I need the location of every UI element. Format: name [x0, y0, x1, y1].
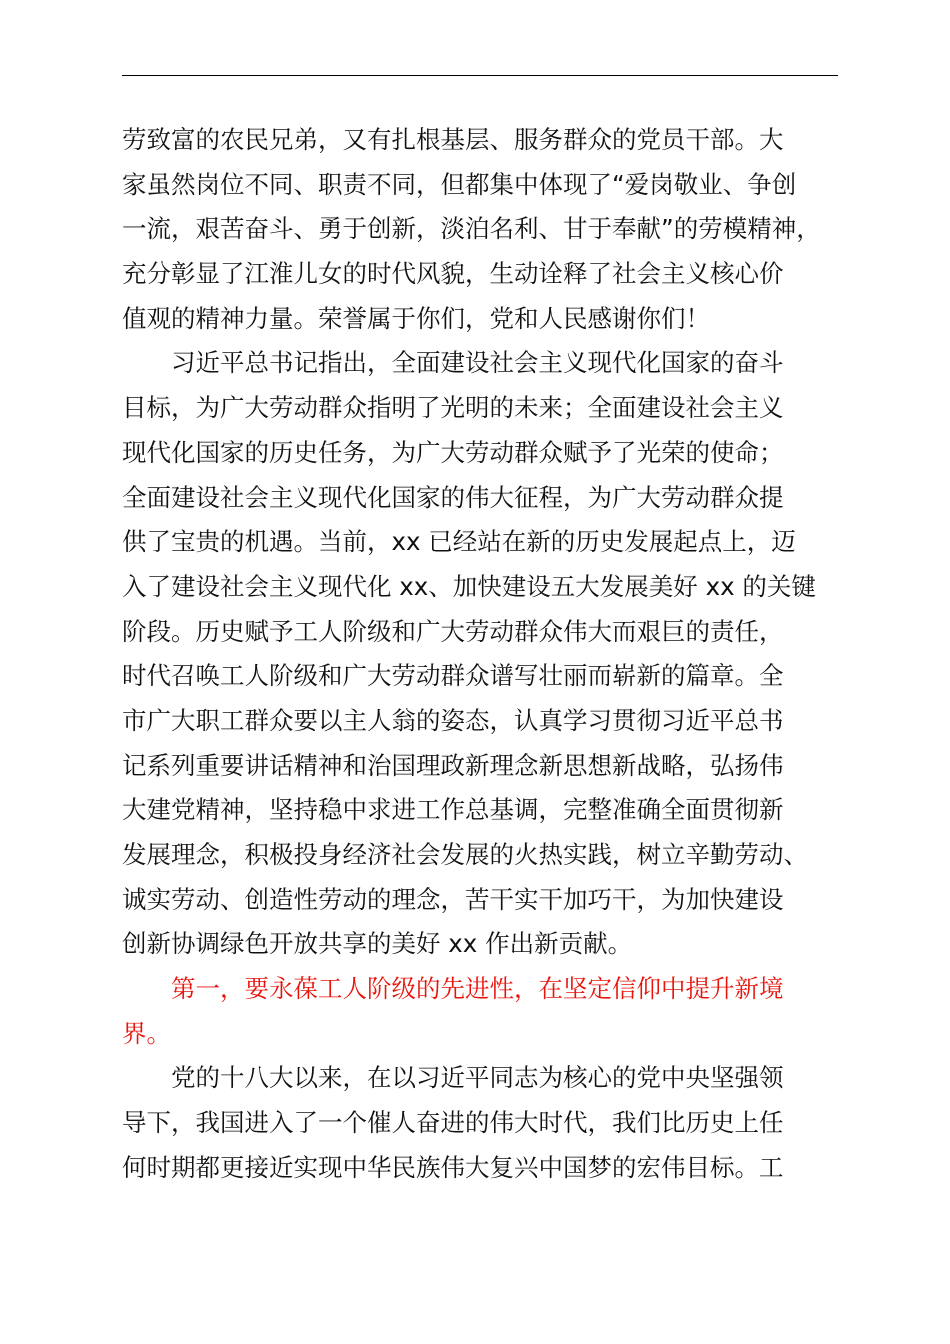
text-line: 阶段。历史赋予工人阶级和广大劳动群众伟大而艰巨的责任，: [122, 616, 784, 646]
text-line: 全面建设社会主义现代化国家的伟大征程，为广大劳动群众提: [122, 482, 784, 512]
document-body: [122, 118, 842, 1191]
header-rule: [122, 75, 838, 76]
text-line: 创新协调绿色开放共享的美好 xx 作出新贡献。: [122, 929, 633, 959]
text-line: 充分彰显了江淮儿女的时代风貌，生动诠释了社会主义核心价: [122, 259, 784, 289]
text-line: 供了宝贵的机遇。当前，xx 已经站在新的历史发展起点上，迈: [122, 527, 796, 557]
text-line: 目标，为广大劳动群众指明了光明的未来；全面建设社会主义: [122, 393, 784, 423]
text-line: 值观的精神力量。荣誉属于你们，党和人民感谢你们！: [122, 303, 710, 333]
text-line: 家虽然岗位不同、职责不同，但都集中体现了“爱岗敬业、争创: [122, 169, 797, 199]
text-line: 大建党精神，坚持稳中求进工作总基调，完整准确全面贯彻新: [122, 795, 784, 825]
text-line: 一流，艰苦奋斗、勇于创新，淡泊名利、甘于奉献”的劳模精神，: [122, 214, 821, 244]
paragraph-start-line: 党的十八大以来，在以习近平同志为核心的党中央坚强领: [171, 1063, 784, 1093]
text-line: 诚实劳动、创造性劳动的理念，苦干实干加巧干，为加快建设: [122, 884, 784, 914]
text-line: 发展理念，积极投身经济社会发展的火热实践，树立辛勤劳动、: [122, 840, 808, 869]
section-heading-line: 第一，要永葆工人阶级的先进性，在坚定信仰中提升新境: [171, 974, 784, 1004]
text-line: 劳致富的农民兄弟，又有扎根基层、服务群众的党员干部。大: [122, 125, 784, 154]
text-line: 导下，我国进入了一个催人奋进的伟大时代，我们比历史上任: [122, 1108, 784, 1138]
text-line: 记系列重要讲话精神和治国理政新理念新思想新战略，弘扬伟: [122, 750, 784, 780]
text-line: 时代召唤工人阶级和广大劳动群众谱写壮丽而崭新的篇章。全: [122, 661, 784, 691]
paragraph-start-line: 习近平总书记指出，全面建设社会主义现代化国家的奋斗: [171, 348, 784, 378]
text-line: 现代化国家的历史任务，为广大劳动群众赋予了光荣的使命；: [122, 437, 784, 467]
section-heading-line: 界。: [122, 1018, 171, 1048]
text-line: 市广大职工群众要以主人翁的姿态，认真学习贯彻习近平总书: [122, 705, 784, 735]
text-line: 入了建设社会主义现代化 xx、加快建设五大发展美好 xx 的关键: [122, 571, 816, 601]
text-line: 何时期都更接近实现中华民族伟大复兴中国梦的宏伟目标。工: [122, 1152, 784, 1182]
